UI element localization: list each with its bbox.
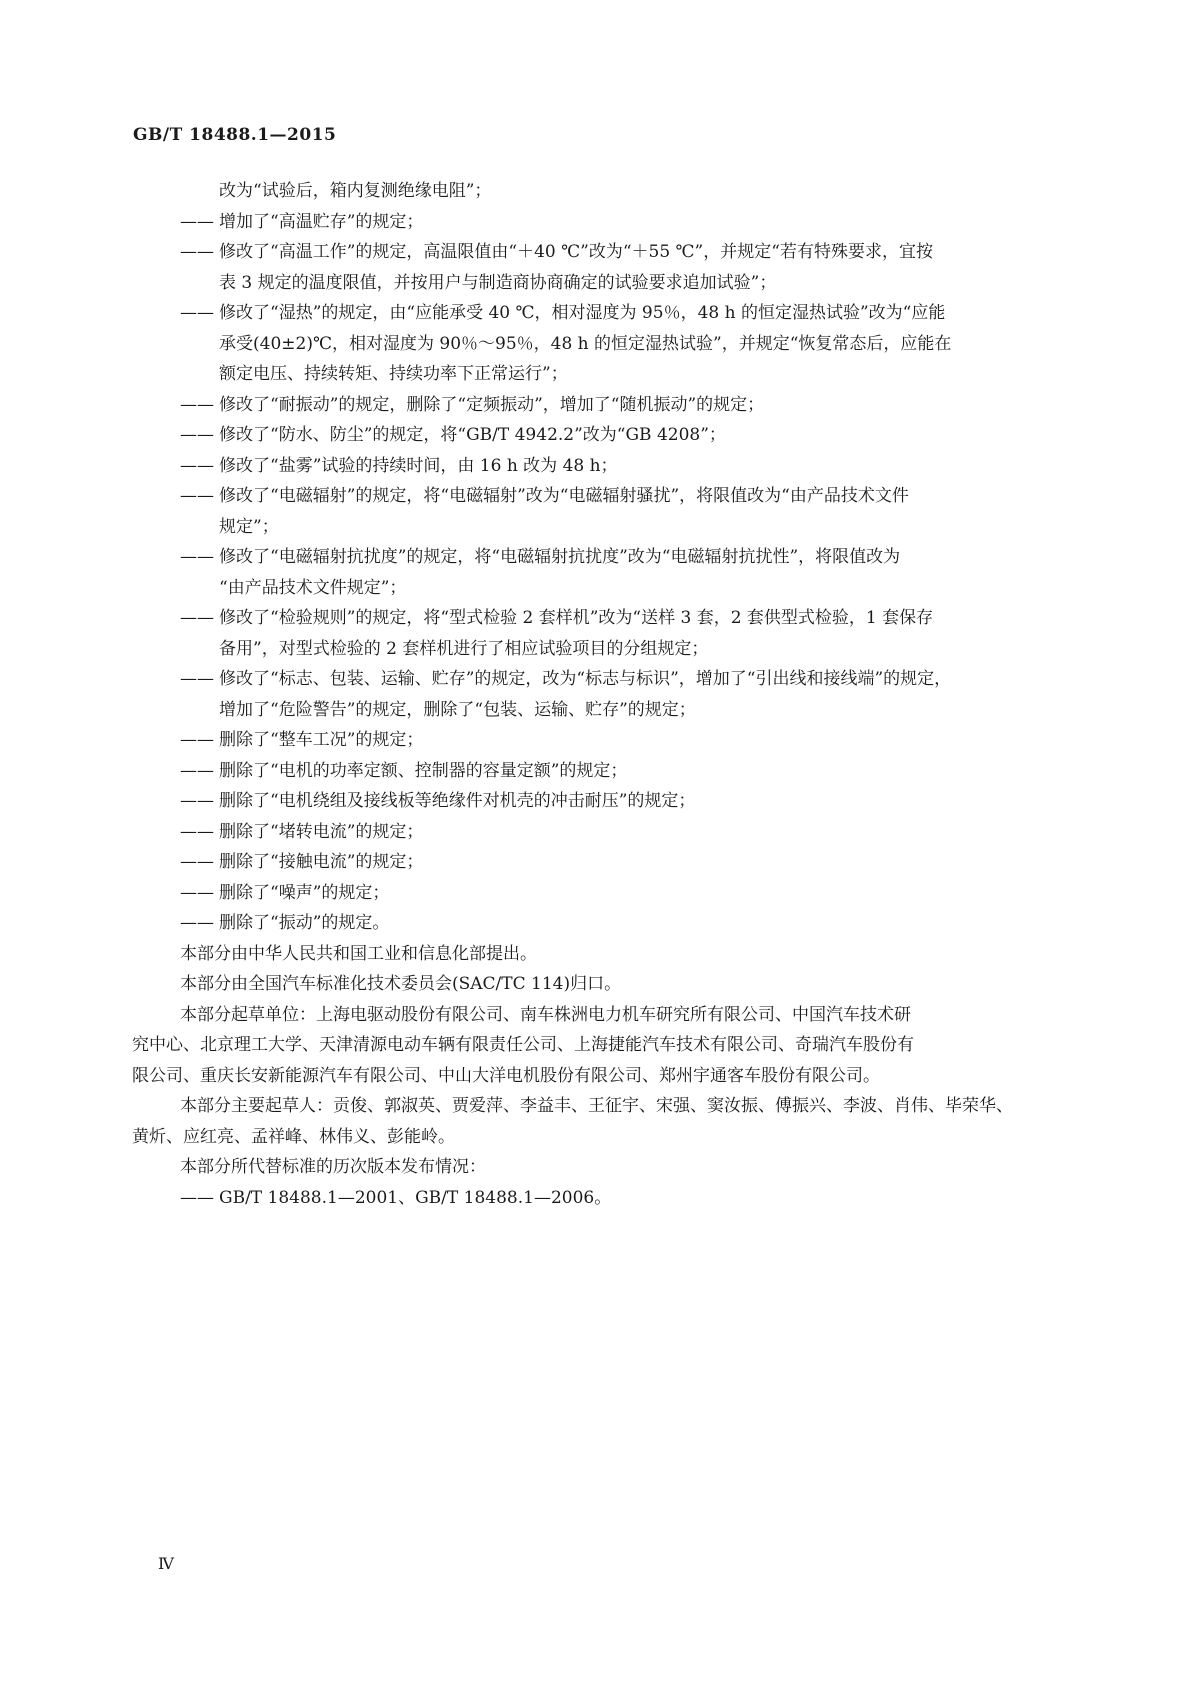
list-dash: —— [180,791,214,811]
page-number-text: Ⅳ [158,1554,174,1573]
list-dash: —— [180,852,214,872]
list-item-text: 修改了“标志、包装、运输、贮存”的规定，改为“标志与标识”，增加了“引出线和接线端”的规定， [219,669,952,689]
list-item-continuation: 改为“试验后，箱内复测绝缘电阻”； [219,181,492,201]
list-item [180,817,1068,848]
list-item [180,725,1068,756]
list-dash: —— [180,913,214,933]
document-body [132,176,1068,1213]
list-dash: —— [180,760,214,781]
paragraph-continuation: 究中心、北京理工大学、天津清源电动车辆有限责任公司、上海捷能汽车技术有限公司、奇瑞汽车股份有 [132,1035,914,1055]
list-item [180,542,1068,573]
list-item-text: 删除了“振动”的规定。 [219,913,390,933]
list-item-text: 修改了“高温工作”的规定，高温限值由“＋40 ℃”改为“＋55 ℃”，并规定“若有特殊要求，宜按 [219,242,933,262]
list-dash: —— [180,211,214,232]
list-item [180,481,1068,512]
list-dash: —— [180,394,214,415]
list-item-text: 删除了“堵转电流”的规定； [219,821,424,842]
list-dash: —— [180,242,214,262]
list-dash: —— [180,303,214,323]
list-dash: —— [180,882,214,903]
list-dash: —— [180,608,214,628]
list-dash: —— [180,455,214,476]
list-item-continuation: “由产品技术文件规定”； [219,577,407,598]
list-item-continuation: 表 3 规定的温度限值，并按用户与制造商协商确定的试验要求追加试验”； [219,272,777,293]
list-item-continuation: 额定电压、持续转矩、持续功率下正常运行”； [219,364,568,384]
list-item-continuation: 增加了“危险警告”的规定，删除了“包装、运输、贮存”的规定； [219,699,696,720]
list-item-text: 修改了“防水、防尘”的规定，将“GB/T 4942.2”改为“GB 4208”； [219,425,726,445]
list-dash: —— [180,1187,214,1208]
list-item [180,664,1068,695]
list-item [180,878,1068,909]
paragraph: 本部分所代替标准的历次版本发布情况： [180,1157,486,1177]
list-item [180,756,1068,787]
list-item [180,451,1068,482]
list-item-continuation: 承受(40±2)℃，相对湿度为 90％～95％，48 h 的恒定湿热试验”，并规定“恢复常态后，应能在 [219,333,952,354]
paragraph: 本部分由全国汽车标准化技术委员会(SAC/TC 114)归口。 [180,974,622,994]
list-item [180,847,1068,878]
list-item-text: 删除了“整车工况”的规定； [219,730,424,750]
list-dash: —— [180,821,214,842]
paragraph: 本部分起草单位：上海电驱动股份有限公司、南车株洲电力机车研究所有限公司、中国汽车技术研 [180,1004,911,1025]
list-item [180,237,1068,268]
list-item [180,908,1068,939]
list-item-text: GB/T 18488.1—2001、GB/T 18488.1—2006。 [219,1187,612,1208]
list-item-continuation: 规定”； [219,516,279,537]
paragraph: 本部分主要起草人：贡俊、郭淑英、贾爱萍、李益丰、王征宇、宋强、窦汝振、傅振兴、李波、肖伟、毕荣华、 [180,1096,1013,1116]
list-item-text: 删除了“接触电流”的规定； [219,852,424,872]
standard-number: GB/T 18488.1—2015 [133,125,337,145]
list-dash: —— [180,425,214,445]
paragraph-continuation: 限公司、重庆长安新能源汽车有限公司、中山大洋电机股份有限公司、郑州宇通客车股份有限公司。 [132,1065,880,1086]
list-item-text: 删除了“噪声”的规定； [219,882,390,903]
list-item-text: 修改了“电磁辐射抗扰度”的规定，将“电磁辐射抗扰度”改为“电磁辐射抗扰性”，将限值改为 [219,547,901,567]
paragraph-continuation: 黄炘、应红亮、孟祥峰、林伟义、彭能岭。 [132,1126,455,1147]
list-item [180,298,1068,329]
list-dash: —— [180,547,214,567]
paragraph: 本部分由中华人民共和国工业和信息化部提出。 [180,943,537,964]
list-item [180,1183,1068,1214]
list-item [180,786,1068,817]
list-item [180,207,1068,238]
list-dash: —— [180,669,214,689]
list-dash: —— [180,730,214,750]
list-item-text: 修改了“湿热”的规定，由“应能承受 40 ℃，相对湿度为 95％，48 h 的恒定湿热试验”改为“应能 [219,303,946,323]
list-item [180,603,1068,634]
list-item-text: 修改了“电磁辐射”的规定，将“电磁辐射”改为“电磁辐射骚扰”，将限值改为“由产品技术文件 [219,486,909,506]
list-item-text: 增加了“高温贮存”的规定； [219,211,424,232]
list-item-text: 修改了“耐振动”的规定，删除了“定频振动”，增加了“随机振动”的规定； [219,394,765,415]
list-item [180,420,1068,451]
list-item [180,390,1068,421]
list-dash: —— [180,486,214,506]
list-item-text: 修改了“盐雾”试验的持续时间，由 16 h 改为 48 h； [219,455,618,476]
list-item-continuation: 备用”，对型式检验的 2 套样机进行了相应试验项目的分组规定； [219,638,709,659]
page-number [158,1554,174,1573]
list-item-text: 删除了“电机绕组及接线板等绝缘件对机壳的冲击耐压”的规定； [219,791,696,811]
list-item-text: 删除了“电机的功率定额、控制器的容量定额”的规定； [219,760,628,781]
list-item-text: 修改了“检验规则”的规定，将“型式检验 2 套样机”改为“送样 3 套，2 套供型式检验，1 套保存 [219,608,934,628]
document-header [133,125,336,145]
